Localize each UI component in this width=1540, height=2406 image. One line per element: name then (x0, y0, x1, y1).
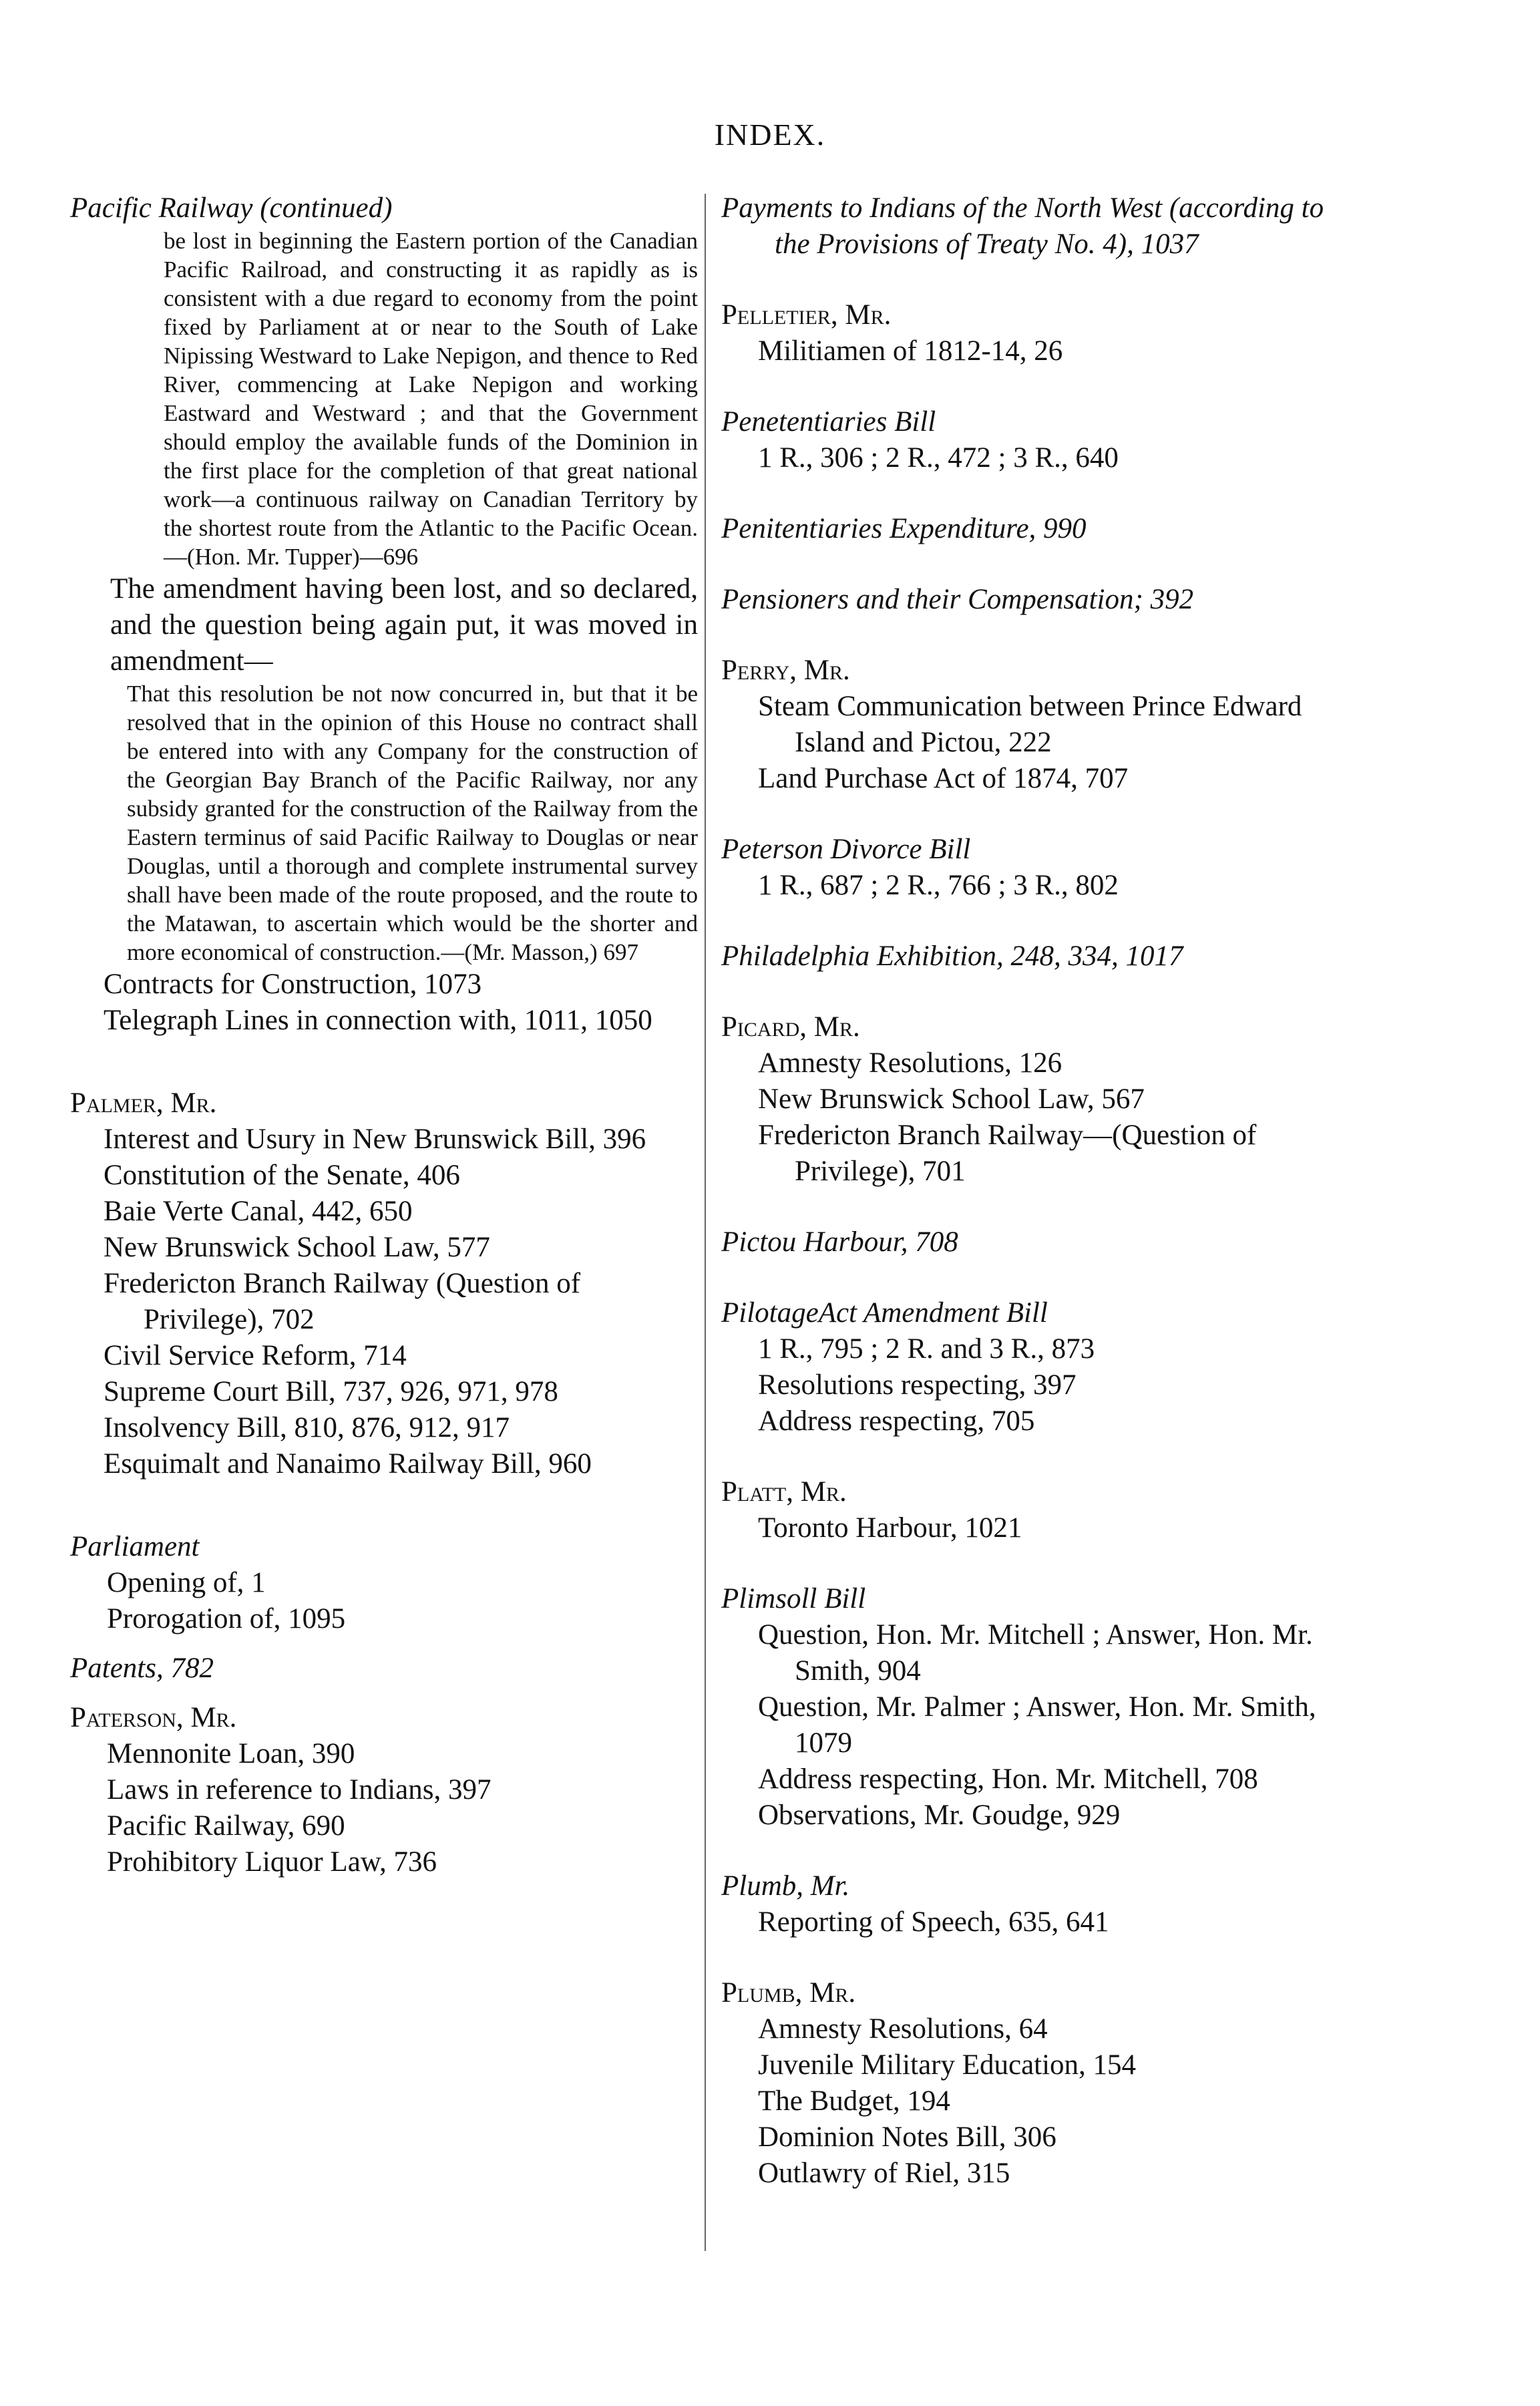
entry-heading: Parliament (70, 1531, 200, 1562)
entry-platt (721, 1474, 1349, 1546)
entry-penetentiaries-bill (721, 404, 1349, 476)
page-title: INDEX. (714, 118, 826, 152)
sub-entry: Mennonite Loan, 390 (107, 1738, 355, 1769)
entry-parliament (70, 1529, 698, 1637)
entry-paterson (70, 1700, 698, 1880)
resolution-text: That this resolution be not now concurred in, but that it be resolved that in the opinion of this House no contract shall be entered into with any Company for the construction of the Georgian Bay Branch of the Pacific Railway, nor any subsidy granted for the construction of the Railway from the Eastern terminus of said Pacific Railway to Douglas or near Douglas, until a thorough and complete instrumental survey shall have been made of the route proposed, and the route to the Matawan, to ascertain which would be the shorter and more economical of construction.—(Mr. Masson,) 697 (127, 681, 698, 965)
entry-heading: Perry, Mr. (721, 655, 850, 686)
entry-pacific-railway (70, 190, 698, 1039)
sub-entry: Esquimalt and Nanaimo Railway Bill, 960 (104, 1448, 592, 1480)
entry-heading: Penetentiaries Bill (721, 406, 936, 438)
sub-entry: Supreme Court Bill, 737, 926, 971, 978 (104, 1376, 558, 1407)
sub-entry: Fredericton Branch Railway (Question of Privilege), 702 (104, 1268, 581, 1335)
entry-plumb (721, 1975, 1349, 2192)
sub-entry: Toronto Harbour, 1021 (758, 1512, 1022, 1544)
entry-heading: Plumb, Mr. (721, 1870, 850, 1902)
entry-heading: Palmer, Mr. (70, 1087, 217, 1119)
sub-entry: Contracts for Construction, 1073 (104, 969, 482, 1000)
entry-palmer (70, 1085, 698, 1482)
entry-philadelphia (721, 938, 1349, 975)
sub-entry: Telegraph Lines in connection with, 1011, 1050 (104, 1005, 652, 1036)
entry-heading: Pensioners and their Compensation; 392 (721, 584, 1194, 615)
sub-entry: The Budget, 194 (758, 2085, 950, 2117)
entry-pictou-harbour (721, 1224, 1349, 1260)
sub-entry: Resolutions respecting, 397 (758, 1369, 1077, 1401)
entry-heading: Platt, Mr. (721, 1476, 847, 1508)
sub-entry: Address respecting, 705 (758, 1405, 1035, 1437)
sub-entry: 1 R., 306 ; 2 R., 472 ; 3 R., 640 (758, 442, 1119, 474)
entry-heading: Payments to Indians of the North West (according to the Provisions of Treaty No. 4), 1037 (721, 192, 1324, 260)
entry-peterson-divorce-bill (721, 832, 1349, 904)
sub-entry: 1 R., 687 ; 2 R., 766 ; 3 R., 802 (758, 870, 1119, 901)
right-column (721, 190, 1349, 2226)
sub-entry: Question, Mr. Palmer ; Answer, Hon. Mr. Smith, 1079 (758, 1691, 1316, 1759)
sub-entry: Juvenile Military Education, 154 (758, 2049, 1137, 2081)
sub-entry: Laws in reference to Indians, 397 (107, 1774, 492, 1806)
entry-payments (721, 190, 1349, 263)
sub-entry: Opening of, 1 (107, 1567, 266, 1598)
sub-entry: Observations, Mr. Goudge, 929 (758, 1799, 1121, 1831)
entry-perry (721, 653, 1349, 797)
left-column (70, 190, 698, 1915)
amendment-text: The amendment having been lost, and so declared, and the question being again put, it was moved in amendment— (110, 573, 698, 677)
sub-entry: Address respecting, Hon. Mr. Mitchell, 708 (758, 1763, 1258, 1795)
entry-heading: Pelletier, Mr. (721, 299, 892, 331)
entry-pelletier (721, 297, 1349, 369)
sub-entry: Fredericton Branch Railway—(Question of Privilege), 701 (758, 1120, 1257, 1187)
sub-entry: Prohibitory Liquor Law, 736 (107, 1846, 437, 1878)
entry-patents (70, 1651, 698, 1687)
sub-entry: Militiamen of 1812-14, 26 (758, 335, 1063, 367)
entry-heading: PilotageAct Amendment Bill (721, 1297, 1048, 1329)
entry-heading: Patents, 782 (70, 1653, 214, 1684)
entry-plumb-italic (721, 1868, 1349, 1940)
entry-pilotage (721, 1295, 1349, 1439)
sub-entry: Civil Service Reform, 714 (104, 1340, 407, 1371)
sub-entry: Land Purchase Act of 1874, 707 (758, 763, 1129, 794)
entry-plimsoll-bill (721, 1581, 1349, 1834)
resolution-text: be lost in beginning the Eastern portion of the Canadian Pacific Railroad, and constructing it as rapidly as is consistent with a due regard to economy from the point fixed by Parliament at or near to the South of Lake Nipissing Westward to Lake Nepigon, and thence to Red River, commencing at Lake Nepigon and working Eastward and Westward ; and that the Government should employ the available funds of the Dominion in the first place for the completion of that great national work—a continuous railway on Canadian Territory by the shortest route from the Atlantic to the Pacific Ocean.—(Hon. Mr. Tupper)—696 (164, 228, 698, 570)
sub-entry: New Brunswick School Law, 577 (104, 1232, 490, 1263)
sub-entry: Question, Hon. Mr. Mitchell ; Answer, Hon. Mr. Smith, 904 (758, 1619, 1313, 1687)
entry-heading: Penitentiaries Expenditure, 990 (721, 513, 1087, 544)
sub-entry: Reporting of Speech, 635, 641 (758, 1906, 1109, 1938)
entry-picard (721, 1009, 1349, 1190)
sub-entry: New Brunswick School Law, 567 (758, 1083, 1145, 1115)
sub-entry: Dominion Notes Bill, 306 (758, 2121, 1056, 2153)
entry-pensioners (721, 582, 1349, 618)
entry-heading: Pictou Harbour, 708 (721, 1226, 958, 1258)
entry-heading: Plumb, Mr. (721, 1977, 856, 2009)
sub-entry: 1 R., 795 ; 2 R. and 3 R., 873 (758, 1333, 1095, 1365)
sub-entry: Prorogation of, 1095 (107, 1603, 346, 1635)
sub-entry: Steam Communication between Prince Edward Island and Pictou, 222 (758, 691, 1302, 758)
sub-entry: Insolvency Bill, 810, 876, 912, 917 (104, 1412, 510, 1443)
entry-penitentiaries-expenditure (721, 511, 1349, 547)
sub-entry: Interest and Usury in New Brunswick Bill, 396 (104, 1124, 646, 1155)
sub-entry: Pacific Railway, 690 (107, 1810, 345, 1842)
entry-heading: Paterson, Mr. (70, 1702, 237, 1733)
entry-heading: Picard, Mr. (721, 1011, 860, 1043)
entry-heading: Peterson Divorce Bill (721, 834, 971, 865)
sub-entry: Baie Verte Canal, 442, 650 (104, 1196, 413, 1227)
sub-entry: Amnesty Resolutions, 64 (758, 2013, 1048, 2045)
sub-entry: Constitution of the Senate, 406 (104, 1160, 460, 1191)
column-divider (705, 194, 706, 2251)
sub-entry: Outlawry of Riel, 315 (758, 2158, 1010, 2189)
entry-heading: Pacific Railway (continued) (70, 192, 393, 224)
entry-heading: Philadelphia Exhibition, 248, 334, 1017 (721, 940, 1183, 972)
sub-entry: Amnesty Resolutions, 126 (758, 1047, 1063, 1079)
entry-heading: Plimsoll Bill (721, 1583, 866, 1614)
